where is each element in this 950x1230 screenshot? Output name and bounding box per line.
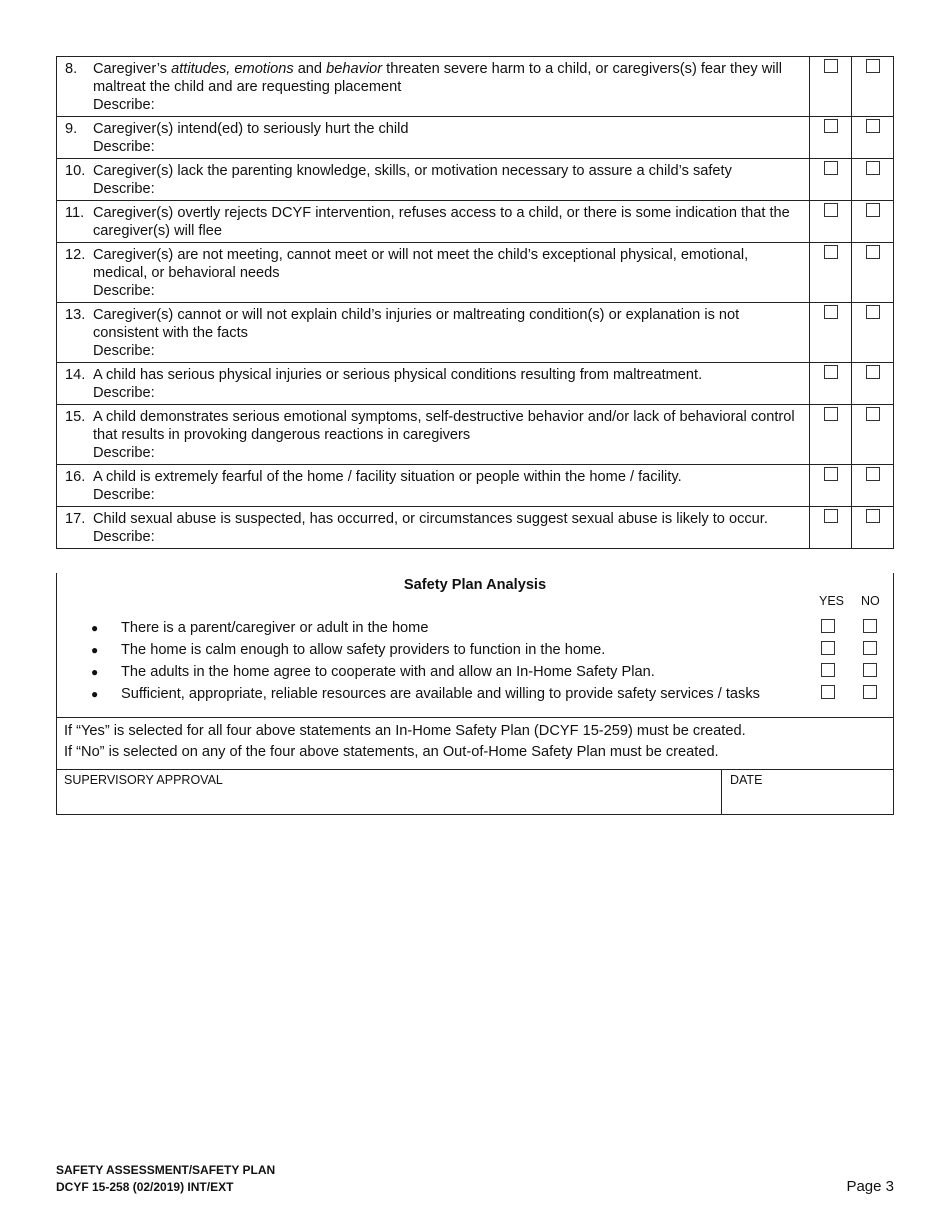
yes-checkbox[interactable] [821,619,835,633]
bullet-icon: ● [91,665,99,679]
yes-checkbox[interactable] [824,161,838,175]
no-column-header: NO [861,594,880,608]
safety-factor-description [93,409,795,443]
safety-factor-description [93,307,739,341]
no-cell [851,363,893,404]
safety-factor-row [57,404,893,464]
describe-label[interactable]: Describe: [93,385,155,401]
safety-factor-number: 8. [65,61,78,77]
statement-fragment: A child has serious physical injuries or serious physical conditions resulting from maltreatment. [93,367,703,383]
describe-label[interactable]: Describe: [93,529,155,545]
no-cell [851,243,893,302]
analysis-statement-text: The home is calm enough to allow safety providers to function in the home. [121,642,606,658]
safety-factor-number: 9. [65,121,78,137]
yes-checkbox[interactable] [824,467,838,481]
safety-factor-row [57,242,893,302]
no-checkbox[interactable] [866,119,880,133]
analysis-title: Safety Plan Analysis [403,577,547,593]
describe-label[interactable]: Describe: [93,97,155,113]
safety-factor-number: 16. [65,469,86,485]
yes-checkbox[interactable] [824,119,838,133]
date-label: DATE [730,773,763,787]
bullet-icon: ● [91,643,99,657]
safety-factor-number: 14. [65,367,86,383]
describe-label[interactable]: Describe: [93,343,155,359]
statement-fragment: A child is extremely fearful of the home / facility situation or people within the home / facility. [93,469,682,485]
date-field[interactable] [722,770,893,814]
safety-factor-row [57,302,893,362]
yes-cell [809,201,851,242]
safety-factor-description [93,205,790,239]
describe-label[interactable]: Describe: [93,181,155,197]
safety-factor-number: 12. [65,247,86,263]
statement-fragment: Child sexual abuse is suspected, has occurred, or circumstances suggest sexual abuse is likely to occur. [93,511,768,527]
yes-checkbox[interactable] [824,509,838,523]
safety-factor-statement [93,162,803,198]
no-cell [851,159,893,200]
no-checkbox[interactable] [866,59,880,73]
describe-label[interactable]: Describe: [93,139,155,155]
safety-factor-statement [93,468,803,504]
no-cell [851,405,893,464]
safety-factor-row [57,506,893,548]
safety-factor-row [57,362,893,404]
safety-factor-statement [93,306,803,360]
no-cell [851,303,893,362]
yes-cell [809,159,851,200]
safety-factor-description [93,163,732,179]
safety-factor-statement [93,204,803,240]
analysis-statement-row [57,683,893,705]
statement-fragment: Caregiver(s) overtly rejects DCYF intervention, refuses access to a child, or there is some indication that the caregiver(s) will flee [93,205,790,239]
safety-factor-number: 10. [65,163,86,179]
no-checkbox[interactable] [866,203,880,217]
yes-cell [809,303,851,362]
no-cell [851,117,893,158]
no-cell [851,57,893,116]
safety-factor-text [57,159,809,200]
safety-factor-description [93,469,682,485]
no-cell [851,201,893,242]
bullet-icon: ● [91,621,99,635]
yes-checkbox[interactable] [824,407,838,421]
no-checkbox[interactable] [866,467,880,481]
safety-factor-row [57,116,893,158]
analysis-statement-row [57,639,893,661]
instruction-no: If “No” is selected on any of the four above statements, an Out-of-Home Safety Plan must be created. [64,744,719,760]
safety-factor-statement [93,510,803,546]
statement-fragment: Caregiver(s) cannot or will not explain child’s injuries or maltreating condition(s) or explanation is not consistent with the facts [93,307,740,341]
safety-factor-text [57,303,809,362]
safety-factor-description [93,121,409,137]
safety-factor-statement [93,246,803,300]
safety-factor-text [57,405,809,464]
safety-factor-text [57,57,809,116]
analysis-statement-text: The adults in the home agree to cooperate with and allow an In-Home Safety Plan. [121,664,655,680]
no-checkbox[interactable] [866,407,880,421]
no-checkbox[interactable] [866,365,880,379]
safety-factor-number: 11. [65,205,85,221]
yes-checkbox[interactable] [824,305,838,319]
no-checkbox[interactable] [863,663,877,677]
yes-checkbox[interactable] [824,245,838,259]
no-checkbox[interactable] [866,305,880,319]
statement-fragment: behavior [326,61,383,77]
analysis-statement-text: Sufficient, appropriate, reliable resources are available and willing to provide safety services / tasks [121,686,760,702]
analysis-statements [57,617,893,705]
analysis-statement-text: There is a parent/caregiver or adult in the home [121,620,429,636]
safety-factor-statement [93,120,803,156]
yes-checkbox[interactable] [824,59,838,73]
statement-fragment: A child demonstrates serious emotional symptoms, self-destructive behavior and/or lack of behavioral control that results in provoking dangerous reactions in caregivers [93,409,795,443]
yes-checkbox[interactable] [824,203,838,217]
safety-factor-row [57,200,893,242]
safety-factor-row [57,464,893,506]
yes-checkbox[interactable] [821,663,835,677]
no-checkbox[interactable] [866,245,880,259]
safety-factor-text [57,243,809,302]
describe-label[interactable]: Describe: [93,283,155,299]
no-checkbox[interactable] [863,619,877,633]
safety-factor-number: 13. [65,307,86,323]
safety-factor-text [57,117,809,158]
safety-factor-description [93,61,782,95]
supervisory-approval-label: SUPERVISORY APPROVAL [64,773,223,787]
safety-factor-description [93,247,748,281]
statement-fragment: and [293,61,327,77]
safety-factor-number: 15. [65,409,86,425]
yes-checkbox[interactable] [824,365,838,379]
analysis-statement-row [57,617,893,639]
no-checkbox[interactable] [863,685,877,699]
describe-label[interactable]: Describe: [93,487,155,503]
safety-factor-statement [93,408,803,462]
safety-factor-number: 17. [65,511,86,527]
page-number: Page 3 [846,1178,894,1195]
instruction-yes: If “Yes” is selected for all four above statements an In-Home Safety Plan (DCYF 15-259) must be created. [64,723,746,739]
statement-fragment: Caregiver(s) lack the parenting knowledge, skills, or motivation necessary to assure a child’s safety [93,163,732,179]
analysis-statement-row [57,661,893,683]
no-checkbox[interactable] [866,161,880,175]
yes-cell [809,363,851,404]
safety-factor-text [57,465,809,506]
safety-factor-text [57,201,809,242]
yes-checkbox[interactable] [821,685,835,699]
safety-factor-statement [93,60,803,114]
yes-cell [809,117,851,158]
form-title: SAFETY ASSESSMENT/SAFETY PLAN [56,1163,276,1177]
supervisory-approval-field[interactable] [57,770,722,814]
yes-column-header: YES [819,594,845,608]
safety-factor-description [93,511,768,527]
safety-factor-statement [93,366,803,402]
safety-plan-analysis [56,573,894,718]
plan-instructions [56,718,894,770]
statement-fragment: Caregiver(s) are not meeting, cannot meet or will not meet the child’s exceptional physical, emotional, medical, or behavioral needs [93,247,749,281]
describe-label[interactable]: Describe: [93,445,155,461]
safety-factor-row [57,57,893,116]
form-footer [56,1162,275,1196]
no-checkbox[interactable] [866,509,880,523]
statement-fragment: Caregiver(s) intend(ed) to seriously hurt the child [93,121,409,137]
yes-cell [809,405,851,464]
form-code: DCYF 15-258 (02/2019) INT/EXT [56,1180,234,1194]
yes-cell [809,465,851,506]
safety-factors-table [56,56,894,549]
approval-row [56,769,894,815]
safety-factor-description [93,367,702,383]
safety-factor-row [57,158,893,200]
yes-cell [809,243,851,302]
statement-fragment: Caregiver’s [93,61,172,77]
safety-factor-text [57,363,809,404]
no-checkbox[interactable] [863,641,877,655]
yes-cell [809,57,851,116]
safety-factor-text [57,507,809,548]
statement-fragment: attitudes, emotions [171,61,294,77]
no-cell [851,465,893,506]
yes-checkbox[interactable] [821,641,835,655]
no-cell [851,507,893,548]
bullet-icon: ● [91,687,99,701]
yes-cell [809,507,851,548]
statement-fragment: threaten severe harm to a child, or caregivers(s) fear they will maltreat the child and are requesting placement [93,61,782,95]
